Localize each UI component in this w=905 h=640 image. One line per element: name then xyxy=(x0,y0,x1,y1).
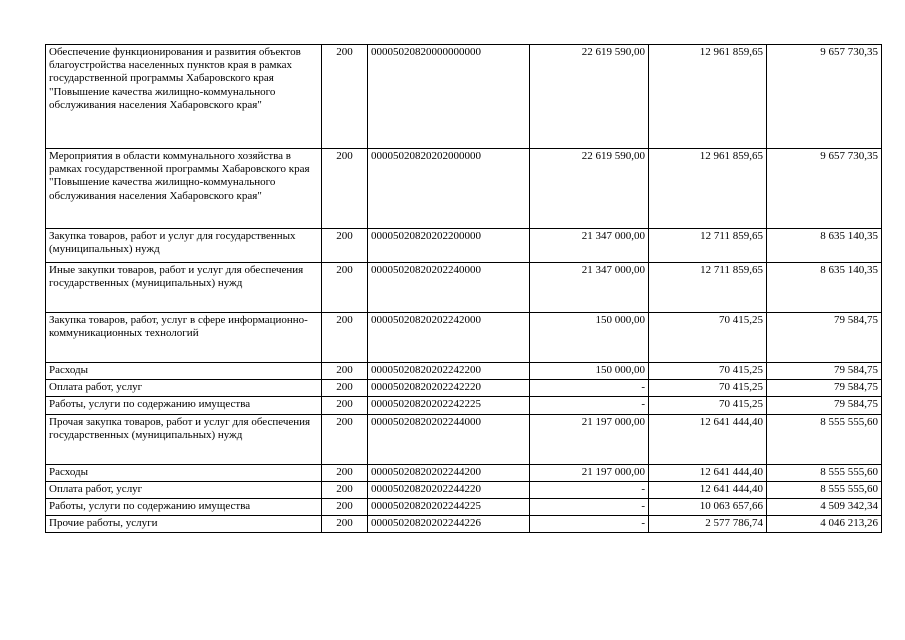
line-code-cell: 200 xyxy=(322,363,368,380)
line-code-cell: 200 xyxy=(322,414,368,464)
remaining-amount-cell: 4 509 342,34 xyxy=(767,499,882,516)
budget-code-cell: 00005020820202242220 xyxy=(368,380,530,397)
table-row xyxy=(46,397,882,414)
expense-name-cell: Оплата работ, услуг xyxy=(46,380,322,397)
table-row xyxy=(46,229,882,263)
table-row xyxy=(46,363,882,380)
table-row xyxy=(46,414,882,464)
approved-amount-cell: 150 000,00 xyxy=(530,363,649,380)
budget-code-cell: 00005020820202244200 xyxy=(368,464,530,481)
expense-name-cell: Мероприятия в области коммунального хозяйства в рамках государственной программы Хабаровского края "Повышение качества жилищно-коммунального обслуживания населения Хабаровского края" xyxy=(46,149,322,229)
table-row xyxy=(46,149,882,229)
remaining-amount-cell: 79 584,75 xyxy=(767,313,882,363)
budget-code-cell: 00005020820202244225 xyxy=(368,499,530,516)
approved-amount-cell: - xyxy=(530,397,649,414)
executed-amount-cell: 12 711 859,65 xyxy=(649,263,767,313)
executed-amount-cell: 12 711 859,65 xyxy=(649,229,767,263)
remaining-amount-cell: 79 584,75 xyxy=(767,397,882,414)
approved-amount-cell: 22 619 590,00 xyxy=(530,45,649,149)
approved-amount-cell: - xyxy=(530,516,649,533)
executed-amount-cell: 12 961 859,65 xyxy=(649,45,767,149)
executed-amount-cell: 10 063 657,66 xyxy=(649,499,767,516)
approved-amount-cell: - xyxy=(530,481,649,498)
expense-name-cell: Закупка товаров, работ, услуг в сфере информационно-коммуникационных технологий xyxy=(46,313,322,363)
expense-name-cell: Работы, услуги по содержанию имущества xyxy=(46,397,322,414)
table-row xyxy=(46,380,882,397)
budget-code-cell: 00005020820202242000 xyxy=(368,313,530,363)
remaining-amount-cell: 8 635 140,35 xyxy=(767,229,882,263)
executed-amount-cell: 70 415,25 xyxy=(649,313,767,363)
table-row xyxy=(46,45,882,149)
line-code-cell: 200 xyxy=(322,499,368,516)
remaining-amount-cell: 8 635 140,35 xyxy=(767,263,882,313)
remaining-amount-cell: 8 555 555,60 xyxy=(767,481,882,498)
executed-amount-cell: 70 415,25 xyxy=(649,380,767,397)
budget-code-cell: 00005020820202240000 xyxy=(368,263,530,313)
line-code-cell: 200 xyxy=(322,464,368,481)
budget-code-cell: 00005020820202000000 xyxy=(368,149,530,229)
budget-code-cell: 00005020820202242225 xyxy=(368,397,530,414)
approved-amount-cell: 150 000,00 xyxy=(530,313,649,363)
executed-amount-cell: 12 641 444,40 xyxy=(649,414,767,464)
approved-amount-cell: 22 619 590,00 xyxy=(530,149,649,229)
budget-code-cell: 00005020820202200000 xyxy=(368,229,530,263)
approved-amount-cell: 21 347 000,00 xyxy=(530,263,649,313)
approved-amount-cell: 21 347 000,00 xyxy=(530,229,649,263)
table-row xyxy=(46,263,882,313)
remaining-amount-cell: 8 555 555,60 xyxy=(767,414,882,464)
expense-name-cell: Обеспечение функционирования и развития объектов благоустройства населенных пунктов края в рамках государственной программы Хабаровского края "Повышение качества жилищно-коммунального обслуживания населения Хабаровского края" xyxy=(46,45,322,149)
expense-name-cell: Прочие работы, услуги xyxy=(46,516,322,533)
budget-table-body xyxy=(46,45,882,533)
expense-name-cell: Прочая закупка товаров, работ и услуг для обеспечения государственных (муниципальных) нужд xyxy=(46,414,322,464)
table-row xyxy=(46,313,882,363)
executed-amount-cell: 2 577 786,74 xyxy=(649,516,767,533)
remaining-amount-cell: 9 657 730,35 xyxy=(767,45,882,149)
approved-amount-cell: 21 197 000,00 xyxy=(530,414,649,464)
table-row xyxy=(46,464,882,481)
approved-amount-cell: - xyxy=(530,499,649,516)
executed-amount-cell: 70 415,25 xyxy=(649,397,767,414)
executed-amount-cell: 70 415,25 xyxy=(649,363,767,380)
remaining-amount-cell: 79 584,75 xyxy=(767,363,882,380)
approved-amount-cell: - xyxy=(530,380,649,397)
line-code-cell: 200 xyxy=(322,313,368,363)
line-code-cell: 200 xyxy=(322,45,368,149)
remaining-amount-cell: 8 555 555,60 xyxy=(767,464,882,481)
line-code-cell: 200 xyxy=(322,516,368,533)
expense-name-cell: Закупка товаров, работ и услуг для государственных (муниципальных) нужд xyxy=(46,229,322,263)
remaining-amount-cell: 4 046 213,26 xyxy=(767,516,882,533)
budget-code-cell: 00005020820000000000 xyxy=(368,45,530,149)
line-code-cell: 200 xyxy=(322,481,368,498)
executed-amount-cell: 12 641 444,40 xyxy=(649,481,767,498)
executed-amount-cell: 12 641 444,40 xyxy=(649,464,767,481)
expense-name-cell: Иные закупки товаров, работ и услуг для обеспечения государственных (муниципальных) нужд xyxy=(46,263,322,313)
budget-code-cell: 00005020820202244220 xyxy=(368,481,530,498)
budget-code-cell: 00005020820202242200 xyxy=(368,363,530,380)
expense-name-cell: Работы, услуги по содержанию имущества xyxy=(46,499,322,516)
line-code-cell: 200 xyxy=(322,263,368,313)
line-code-cell: 200 xyxy=(322,397,368,414)
budget-code-cell: 00005020820202244000 xyxy=(368,414,530,464)
expense-name-cell: Расходы xyxy=(46,464,322,481)
budget-table xyxy=(45,44,882,533)
remaining-amount-cell: 79 584,75 xyxy=(767,380,882,397)
line-code-cell: 200 xyxy=(322,149,368,229)
table-row xyxy=(46,516,882,533)
line-code-cell: 200 xyxy=(322,380,368,397)
expense-name-cell: Оплата работ, услуг xyxy=(46,481,322,498)
executed-amount-cell: 12 961 859,65 xyxy=(649,149,767,229)
table-row xyxy=(46,499,882,516)
budget-code-cell: 00005020820202244226 xyxy=(368,516,530,533)
remaining-amount-cell: 9 657 730,35 xyxy=(767,149,882,229)
approved-amount-cell: 21 197 000,00 xyxy=(530,464,649,481)
line-code-cell: 200 xyxy=(322,229,368,263)
table-row xyxy=(46,481,882,498)
expense-name-cell: Расходы xyxy=(46,363,322,380)
